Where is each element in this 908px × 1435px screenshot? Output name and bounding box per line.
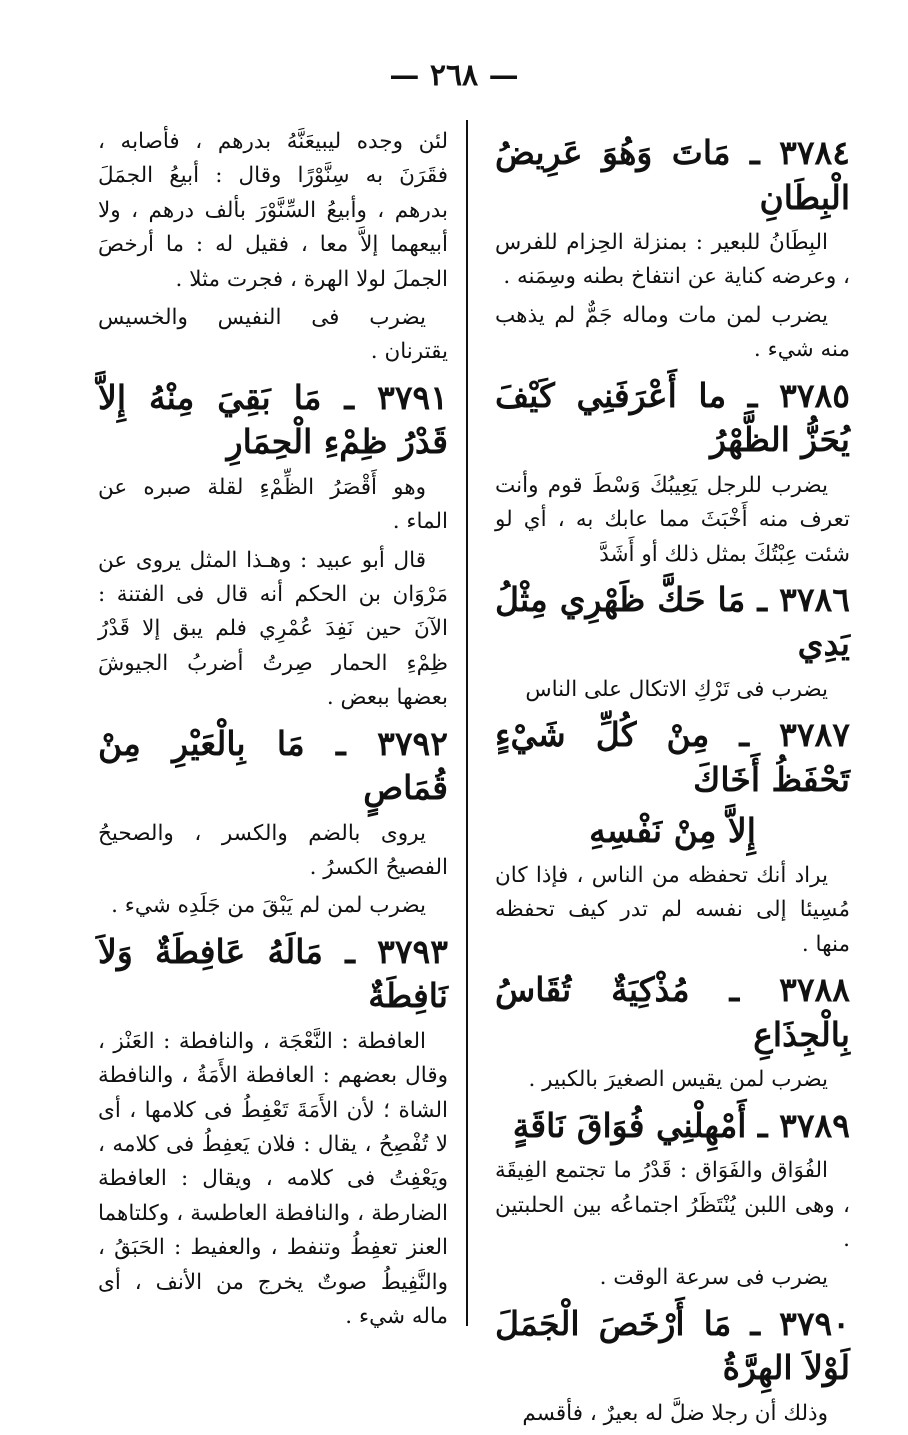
proverb-heading: ٣٧٨٦ ـ مَا حَكَّ ظَهْرِي مِثْلُ يَدِي bbox=[495, 579, 850, 664]
proverb-explanation: يضرب فى النفيس والخسيس يقترنان . bbox=[98, 304, 448, 365]
proverb-explanation: الفُوَاق والفَوَاق : قَدْرُ ما تجتمع الفِيقَة ، وهى اللبن يُنْتَظَرُ اجتماعُه بين الحلبتين . bbox=[495, 1158, 850, 1253]
proverb-explanation: يضرب فى سرعة الوقت . bbox=[599, 1265, 828, 1291]
proverb-explanation: يضرب لمن مات وماله جَمٌّ لم يذهب منه شيء . bbox=[495, 302, 850, 363]
proverb-heading: إِلاَّ مِنْ نَفْسِهِ bbox=[589, 810, 756, 850]
proverb-heading: ٣٧٨٧ ـ مِنْ كُلِّ شَيْءٍ تَحْفَظُ أَخَاكَ bbox=[495, 715, 850, 799]
proverb-heading: ٣٧٨٩ ـ أَمْهِلْنِي فُوَاقَ نَاقَةٍ bbox=[512, 1105, 850, 1145]
proverb-heading: ٣٧٩٣ ـ مَالَهُ عَافِطَةٌ وَلاَ نَافِطَةٌ bbox=[98, 931, 448, 1016]
proverb-explanation: لئن وجده ليبيعَنَّهُ بدرهم ، فأصابه ، فقَرَنَ به سِنَّوْرًا وقال : أبيعُ الجمَلَ بدرهم ، وأبيعُ السِّنَّوْرَ بألف درهم ، ولا أبيعهما إلاَّ معا ، فقيل له : ما أرخصَ الجملَ لولا الهرة ، فجرت مثلا . bbox=[98, 129, 448, 292]
proverb-explanation: يضرب للرجل يَعِيبُكَ وَسْطَ قوم وأنت تعرف منه أَخْبَثَ مما عابك به ، أي لو شئت عِبْتُكَ بمثل ذلك أو أَشَدَّ bbox=[495, 472, 850, 567]
proverb-explanation: العافطة : النَّعْجَة ، والنافطة : العَنْز ، وقال بعضهم : العافطة الأَمَةُ ، والنافطة الشاة ؛ لأن الأَمَةَ تَعْفِطُ فى كلامها ، أى لا تُفْصِحُ ، يقال : فلان يَعفِطُ فى كلامه ، ويَعْفِتُ فى كلامه ، ويقال : العافطة الضارطة ، والنافطة العاطسة ، وكلتاهما العنز تعفِطُ وتنفط ، والعفيط : الحَبَقُ ، والنَّفِيطُ صوتٌ يخرج من الأنف ، أى ماله شيء . bbox=[98, 1028, 448, 1330]
proverb-explanation: يضرب لمن يقيس الصغيرَ بالكبير . bbox=[528, 1067, 828, 1093]
proverb-heading: ٣٧٨٤ ـ مَاتَ وَهُوَ عَرِيضُ الْبِطَانِ bbox=[495, 133, 850, 217]
proverb-explanation: يروى بالضم والكسر ، والصحيحُ الفصيحُ الكسرُ . bbox=[98, 820, 448, 881]
proverb-explanation: قال أبو عبيد : وهـذا المثل يروى عن مَرْوَان بن الحكم أنه قال فى الفتنة : الآنَ حين نَفِدَ عُمْرِي فلم يبق إلا قَدْرُ ظِمْءِ الحمار صِرتُ أضربُ الجيوشَ بعضها ببعض . bbox=[98, 547, 448, 711]
proverb-heading: ٣٧٨٥ ـ ما أَعْرَفَنِي كَيْفَ يُحَزُّ الظَّهْرُ bbox=[495, 375, 850, 460]
proverb-explanation: البِطَانُ للبعير : بمنزلة الحِزام للفرس ، وعرضه كناية عن انتفاخ بطنه وسِمَنه . bbox=[495, 230, 850, 290]
proverb-explanation: وذلك أن رجلا ضلَّ له بعيرٌ ، فأقسم bbox=[522, 1400, 828, 1426]
right-column bbox=[495, 125, 850, 1435]
proverb-heading: ٣٧٨٨ ـ مُذْكِيَةٌ تُقَاسُ بِالْجِذَاعِ bbox=[495, 970, 850, 1054]
proverb-explanation: وهو أَقْصَرُ الظِّمْءِ لقلة صبره عن الماء . bbox=[98, 474, 448, 535]
column-divider bbox=[466, 120, 468, 1326]
proverb-explanation: يضرب فى تَرْكِ الاتكال على الناس bbox=[525, 677, 828, 703]
left-column bbox=[98, 125, 448, 1338]
proverb-explanation: يراد أنك تحفظه من الناس ، فإذا كان مُسِيئا إلى نفسه لم تدر كيف تحفظه منها . bbox=[495, 863, 850, 957]
proverb-heading: ٣٧٩٢ ـ مَا بِالْعَيْرِ مِنْ قُمَاصٍ bbox=[98, 723, 448, 808]
page-number: — ٢٦٨ — bbox=[389, 58, 519, 93]
proverb-heading: ٣٧٩١ ـ مَا بَقِيَ مِنْهُ إِلاَّ قَدْرُ ظِمْءِ الْحِمَارِ bbox=[98, 377, 448, 462]
proverb-heading: ٣٧٩٠ ـ مَا أَرْخَصَ الْجَمَلَ لَوْلاَ الهِرَّةُ bbox=[495, 1303, 850, 1388]
proverb-explanation: يضرب لمن لم يَبْقَ من جَلَدِه شيء . bbox=[111, 893, 426, 919]
